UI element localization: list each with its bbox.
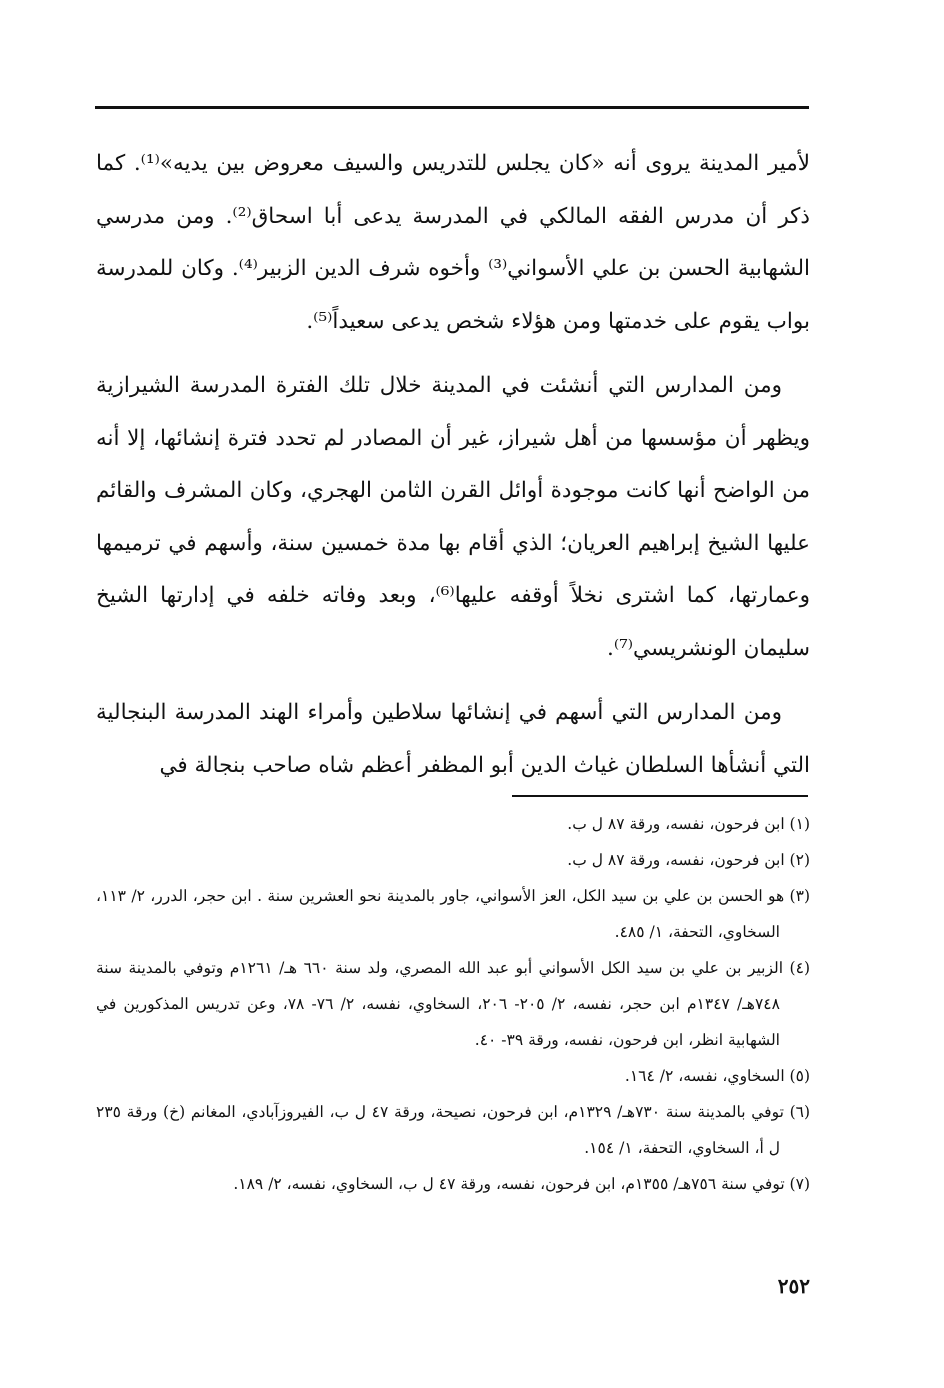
footnote-6: (٦) توفي بالمدينة سنة ٧٣٠هـ/ ١٣٢٩م، ابن فرحون، نصيحة، ورقة ٤٧ ل ب، الفيروزآبادي، المغانم (خ) ورقة ٢٣٥ ل أ، السخاوي، التحفة، ١/ ١٥٤. [96,1103,811,1157]
footnote-5: (٥) السخاوي، نفسه، ٢/ ١٦٤. [624,1067,810,1085]
footnote-1: (١) ابن فرحون، نفسه، ورقة ٨٧ ل ب. [567,815,810,833]
footnote-3: (٣) هو الحسن بن علي بن سيد الكل، العز الأسواني، جاور بالمدينة نحو العشرين سنة . ابن حجر، الدرر، ٢/ ١١٣، السخاوي، التحفة، ١/ ٤٨٥. [96,887,810,941]
paragraph-2: ومن المدارس التي أنشئت في المدينة خلال تلك الفترة المدرسة الشيرازية ويظهر أن مؤسسها من أهل شيراز، غير أن المصادر لم تحدد فترة إنشائها، إلا أنه من الواضح أنها كانت موجودة أوائل القرن الثامن الهجري، وكان المشرف والقائم عليها الشيخ إبراهيم العريان؛ الذي أقام بها مدة خمسين سنة، وأسهم في ترميمها وعمارتها، كما اشترى نخلاً أوقفه عليها⁽⁶⁾، وبعد وفاته خلفه في إدارتها الشيخ سليمان الونشريسي⁽⁷⁾. [96,373,810,661]
footnote-4: (٤) الزبير بن علي بن سيد الكل الأسواني أبو عبد الله المصري، ولد سنة ٦٦٠ هـ/ ١٢٦١م وتوفي بالمدينة سنة ٧٤٨هـ/ ١٣٤٧م ابن حجر، نفسه، ٢/ ٢٠٥- ٢٠٦، السخاوي، نفسه، ٢/ ٧٦- ٧٨، وعن تدريس المذكورين في الشهابية انظر، ابن فرحون، نفسه، ورقة ٣٩- ٤٠. [96,959,810,1049]
footnote-separator [512,795,808,797]
paragraph-3: ومن المدارس التي أسهم في إنشائها سلاطين وأمراء الهند المدرسة البنجالية التي أنشأها السلطان غياث الدين أبو المظفر أعظم شاه صاحب بنجالة في [96,700,810,778]
footnote-7: (٧) توفي سنة ٧٥٦هـ/ ١٣٥٥م، ابن فرحون، نفسه، ورقة ٤٧ ل ب، السخاوي، نفسه، ٢/ ١٨٩. [233,1175,810,1193]
header-rule [95,106,809,109]
footnotes [96,806,810,1202]
page-number: ٢٥٢ [777,1274,810,1298]
footnote-2: (٢) ابن فرحون، نفسه، ورقة ٨٧ ل ب. [567,851,810,869]
main-text [96,138,810,804]
paragraph-1: لأمير المدينة يروى أنه «كان يجلس للتدريس والسيف معروض بين يديه»⁽¹⁾. كما ذكر أن مدرس الفقه المالكي في المدرسة يدعى أبا اسحاق⁽²⁾. ومن مدرسي الشهابية الحسن بن علي الأسواني⁽³⁾ وأخوه شرف الدين الزبير⁽⁴⁾. وكان للمدرسة بواب يقوم على خدمتها ومن هؤلاء شخص يدعى سعيداً⁽⁵⁾. [96,151,810,334]
